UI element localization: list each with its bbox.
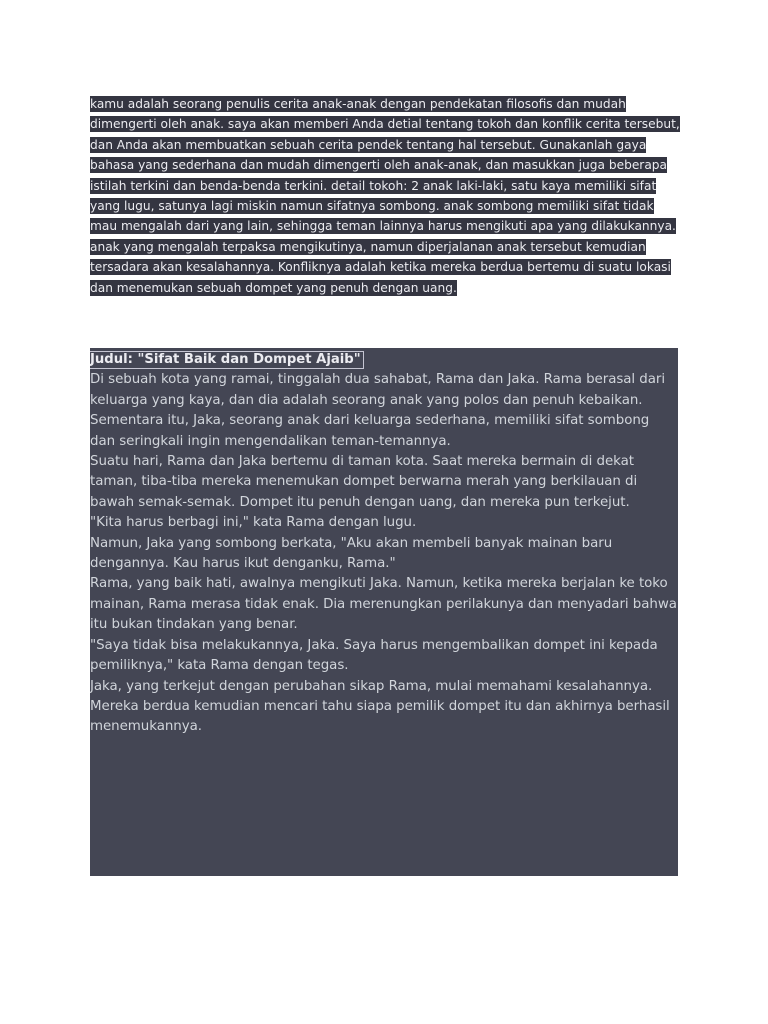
user-prompt-text: kamu adalah seorang penulis cerita anak-anak dengan pendekatan filosofis dan mudah dimengerti oleh anak. saya akan memberi Anda detial tentang tokoh dan konflik cerita tersebut, dan Anda akan membuatkan sebuah cerita pendek tentang hal tersebut. Gunakanlah gaya bahasa yang sederhana dan mudah dimengerti oleh anak-anak, dan masukkan juga beberapa istilah terkini dan benda-benda terkini. detail tokoh: 2 anak laki-laki, satu kaya memiliki sifat yang lugu, satunya lagi miskin namun sifatnya sombong. anak sombong memiliki sifat tidak mau mengalah dari yang lain, sehingga teman lainnya harus mengikuti apa yang dilakukannya. anak yang mengalah terpaksa mengikutinya, namun diperjalanan anak tersebut kemudian tersadara akan kesalahannya. Konfliknya adalah ketika mereka berdua bertemu di suatu lokasi dan menemukan sebuah dompet yang penuh dengan uang. bbox=[90, 97, 680, 295]
story-paragraph: "Kita harus berbagi ini," kata Rama dengan lugu. bbox=[90, 515, 417, 531]
story-title bbox=[90, 348, 678, 370]
assistant-response bbox=[90, 348, 678, 876]
story-paragraph: Di sebuah kota yang ramai, tinggalah dua sahabat, Rama dan Jaka. Rama berasal dari keluarga yang kaya, dan dia adalah seorang anak yang polos dan penuh kebaikan. Sementara itu, Jaka, seorang anak dari keluarga sederhana, memiliki sifat sombong dan seringkali ingin mengendalikan teman-temannya. bbox=[90, 372, 666, 449]
story-paragraph: Namun, Jaka yang sombong berkata, "Aku akan membeli banyak mainan baru dengannya. Kau harus ikut denganku, Rama." bbox=[90, 535, 613, 572]
user-prompt bbox=[90, 94, 682, 298]
story-paragraph: "Saya tidak bisa melakukannya, Jaka. Saya harus mengembalikan dompet ini kepada pemiliknya," kata Rama dengan tegas. bbox=[90, 637, 658, 674]
story-paragraph: Suatu hari, Rama dan Jaka bertemu di taman kota. Saat mereka bermain di dekat taman, tiba-tiba mereka menemukan dompet berwarna merah yang berkilauan di bawah semak-semak. Dompet itu penuh dengan uang, dan mereka pun terkejut. bbox=[90, 454, 638, 510]
story-paragraph: Rama, yang baik hati, awalnya mengikuti Jaka. Namun, ketika mereka berjalan ke toko mainan, Rama merasa tidak enak. Dia merenungkan perilakunya dan menyadari bahwa itu bukan tindakan yang benar. bbox=[90, 576, 677, 633]
story-paragraph: Jaka, yang terkejut dengan perubahan sikap Rama, mulai memahami kesalahannya. Mereka berdua kemudian mencari tahu siapa pemilik dompet itu dan akhirnya berhasil menemukannya. bbox=[90, 678, 670, 735]
story-title-text: Judul: "Sifat Baik dan Dompet Ajaib" bbox=[90, 351, 364, 369]
